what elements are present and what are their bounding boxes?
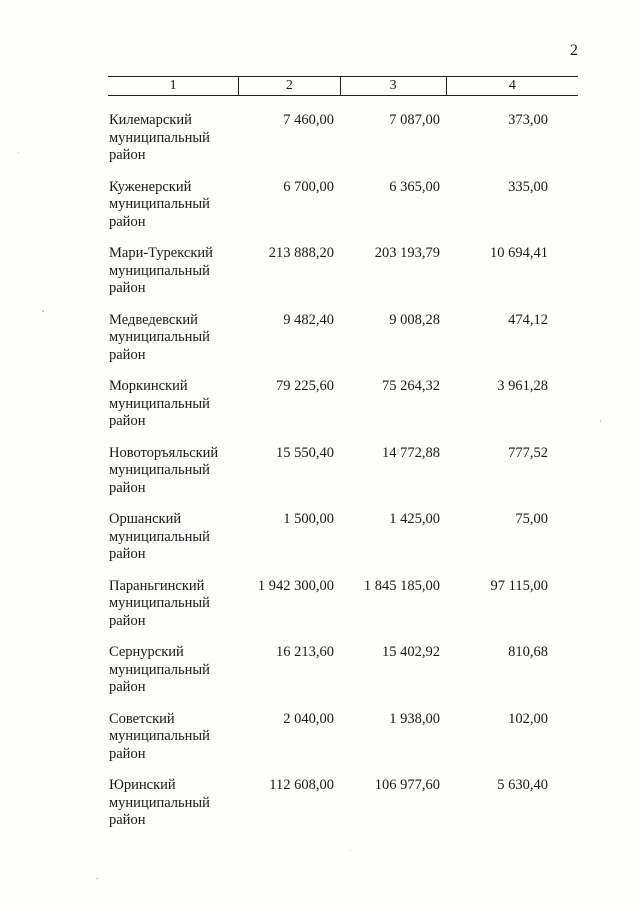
header-col-4: 4	[446, 77, 578, 95]
district-name-line: муниципальный	[109, 595, 210, 611]
value-col-3: 14 772,88	[382, 444, 440, 461]
district-name-line: муниципальный	[109, 728, 210, 744]
value-col-3: 7 087,00	[389, 112, 440, 128]
scan-speck	[350, 850, 351, 851]
table-row	[0, 777, 639, 844]
value-col-4: 335,00	[508, 178, 548, 195]
table-row	[0, 245, 639, 312]
district-name	[109, 578, 249, 631]
district-name-line: муниципальный	[109, 395, 210, 412]
value-col-4: 102,00	[508, 710, 548, 727]
table-row	[0, 378, 639, 445]
value-col-4: 474,12	[508, 311, 548, 328]
district-name-line: муниципальный	[109, 329, 210, 345]
table-row	[0, 711, 639, 778]
value-col-3: 1 845 185,00	[363, 577, 440, 594]
value-col-4: 777,52	[508, 444, 548, 461]
value-col-3: 203 193,79	[374, 245, 440, 261]
value-col-2: 79 225,60	[276, 378, 334, 394]
scan-speck	[600, 420, 601, 422]
table-header	[108, 76, 578, 96]
district-name-line: муниципальный	[109, 196, 210, 212]
district-name-line: район	[109, 147, 146, 163]
district-name-line: район	[109, 612, 146, 629]
table-row	[0, 644, 639, 711]
value-col-3: 15 402,92	[382, 644, 440, 660]
scan-speck	[42, 310, 44, 312]
district-name-line: район	[109, 679, 146, 695]
header-col-3: 3	[340, 77, 446, 95]
district-name-line: район	[109, 546, 146, 562]
table-row	[0, 112, 639, 179]
value-col-2: 7 460,00	[283, 112, 334, 128]
district-name-line: район	[109, 280, 146, 296]
value-col-3: 6 365,00	[389, 178, 440, 195]
value-col-2: 9 482,40	[283, 311, 334, 328]
district-name-line: район	[109, 213, 146, 230]
district-name-line: муниципальный	[109, 661, 210, 678]
value-col-3: 75 264,32	[382, 378, 440, 394]
district-name-line: муниципальный	[109, 262, 210, 279]
district-name	[109, 312, 249, 365]
value-col-2: 6 700,00	[283, 178, 334, 195]
value-col-3: 106 977,60	[374, 777, 440, 793]
table-row	[0, 179, 639, 246]
table-row	[0, 445, 639, 512]
table-row	[0, 578, 639, 645]
district-name-line: Моркинский	[109, 378, 188, 394]
scan-speck	[96, 878, 98, 879]
district-name	[109, 112, 249, 165]
value-col-2: 1 500,00	[283, 511, 334, 527]
district-name-line: муниципальный	[109, 462, 210, 478]
district-name-line: район	[109, 745, 146, 762]
district-name-line: район	[109, 812, 146, 828]
district-name-line: Новоторъяльский	[109, 444, 219, 461]
value-col-3: 9 008,28	[389, 311, 440, 328]
district-name	[109, 711, 249, 764]
table-row	[0, 312, 639, 379]
value-col-4: 97 115,00	[490, 577, 548, 594]
value-col-4: 10 694,41	[490, 245, 548, 261]
value-col-4: 75,00	[515, 511, 548, 527]
value-col-2: 1 942 300,00	[257, 577, 334, 594]
district-name	[109, 511, 249, 564]
district-name-line: муниципальный	[109, 528, 210, 545]
district-name-line: Параньгинский	[109, 577, 205, 594]
district-name	[109, 245, 249, 298]
value-col-2: 213 888,20	[268, 245, 334, 261]
district-name	[109, 445, 249, 498]
district-name-line: район	[109, 346, 146, 363]
district-name-line: Оршанский	[109, 511, 182, 527]
district-name	[109, 179, 249, 232]
district-name	[109, 644, 249, 697]
district-name-line: Куженерский	[109, 178, 192, 195]
value-col-4: 3 961,28	[497, 378, 548, 394]
district-name-line: муниципальный	[109, 129, 210, 146]
value-col-2: 15 550,40	[276, 444, 334, 461]
district-name-line: Медведевский	[109, 311, 198, 328]
district-name-line: Сернурский	[109, 644, 184, 660]
value-col-3: 1 938,00	[389, 710, 440, 727]
table-row	[0, 511, 639, 578]
header-col-2: 2	[238, 77, 339, 95]
table-body	[0, 112, 639, 844]
district-name-line: муниципальный	[109, 794, 210, 811]
district-name-line: район	[109, 413, 146, 429]
value-col-2: 16 213,60	[276, 644, 334, 660]
district-name-line: район	[109, 479, 146, 496]
value-col-4: 5 630,40	[497, 777, 548, 793]
district-name	[109, 378, 249, 431]
value-col-4: 810,68	[508, 644, 548, 660]
value-col-2: 2 040,00	[283, 710, 334, 727]
scan-speck	[18, 152, 19, 153]
value-col-4: 373,00	[508, 112, 548, 128]
district-name-line: Советский	[109, 710, 175, 727]
district-name-line: Юринский	[109, 777, 176, 793]
page-number: 2	[570, 42, 578, 59]
district-name-line: Мари-Турекский	[109, 245, 213, 261]
value-col-3: 1 425,00	[389, 511, 440, 527]
value-col-2: 112 608,00	[269, 777, 334, 793]
district-name	[109, 777, 249, 830]
header-col-1: 1	[169, 78, 177, 93]
district-name-line: Килемарский	[109, 112, 192, 128]
